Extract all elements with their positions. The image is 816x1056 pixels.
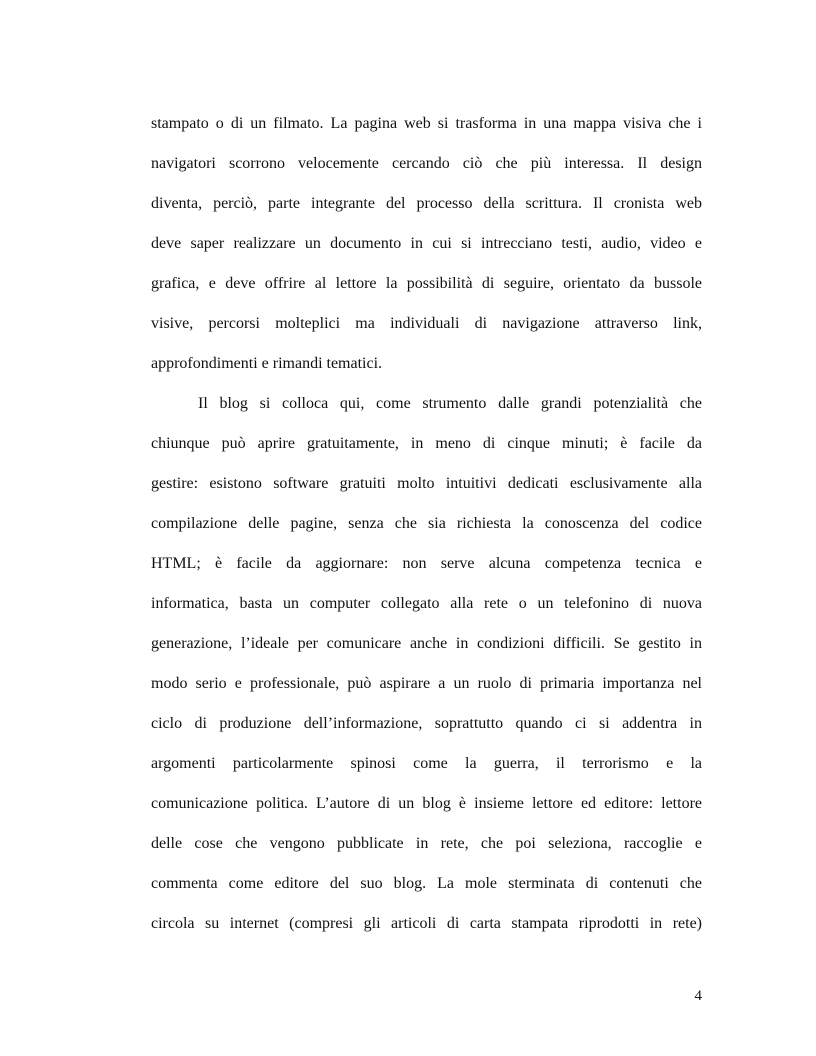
text-line: generazione, l’ideale per comunicare anche in condizioni difficili. Se gestito in xyxy=(151,635,702,652)
text-line: delle cose che vengono pubblicate in rete, che poi seleziona, raccoglie e xyxy=(151,835,702,852)
text-line: Il blog si colloca qui, come strumento dalle grandi potenzialità che xyxy=(198,395,702,412)
text-line: ciclo di produzione dell’informazione, soprattutto quando ci si addentra in xyxy=(151,715,702,732)
text-line: gestire: esistono software gratuiti molto intuitivi dedicati esclusivamente alla xyxy=(151,475,702,492)
text-line: navigatori scorrono velocemente cercando ciò che più interessa. Il design xyxy=(151,155,702,172)
text-line: circola su internet (compresi gli articoli di carta stampata riprodotti in rete) xyxy=(151,915,702,932)
text-line: deve saper realizzare un documento in cui si intrecciano testi, audio, video e xyxy=(151,235,702,252)
text-line: informatica, basta un computer collegato alla rete o un telefonino di nuova xyxy=(151,595,702,612)
text-line: diventa, perciò, parte integrante del processo della scrittura. Il cronista web xyxy=(151,195,702,212)
text-line: modo serio e professionale, può aspirare a un ruolo di primaria importanza nel xyxy=(151,675,702,692)
text-line: compilazione delle pagine, senza che sia richiesta la conoscenza del codice xyxy=(151,515,702,532)
text-line: HTML; è facile da aggiornare: non serve alcuna competenza tecnica e xyxy=(151,555,702,572)
text-line: visive, percorsi molteplici ma individuali di navigazione attraverso link, xyxy=(151,315,702,332)
page-number: 4 xyxy=(694,988,702,1004)
text-line: grafica, e deve offrire al lettore la possibilità di seguire, orientato da bussole xyxy=(151,275,702,292)
text-line: chiunque può aprire gratuitamente, in meno di cinque minuti; è facile da xyxy=(151,435,702,452)
text-line: comunicazione politica. L’autore di un blog è insieme lettore ed editore: lettore xyxy=(151,795,702,812)
text-line: approfondimenti e rimandi tematici. xyxy=(151,355,383,372)
body-text xyxy=(151,104,702,944)
text-line: stampato o di un filmato. La pagina web si trasforma in una mappa visiva che i xyxy=(151,115,702,132)
text-line: argomenti particolarmente spinosi come la guerra, il terrorismo e la xyxy=(151,755,702,772)
text-line: commenta come editore del suo blog. La mole sterminata di contenuti che xyxy=(151,875,702,892)
